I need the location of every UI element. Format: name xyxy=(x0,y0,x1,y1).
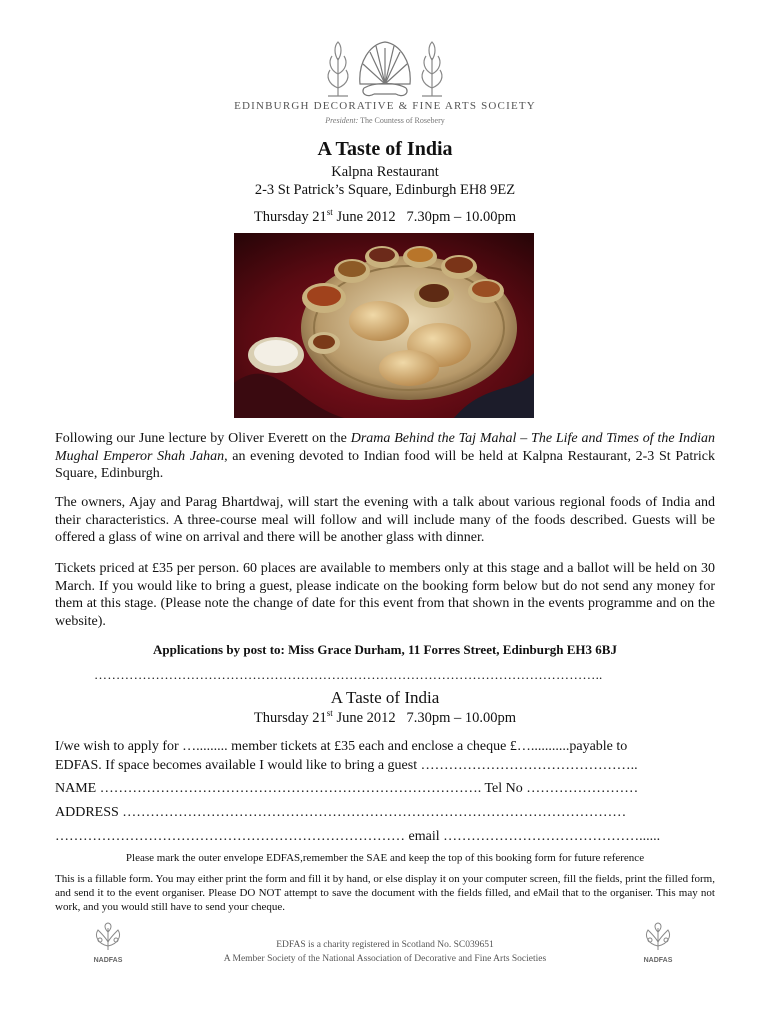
name-tel-field[interactable]: NAME ………………………………………………………………………. Tel No …………………… xyxy=(55,781,639,796)
address-email-field[interactable]: ………………………………………………………………… email ……………………………………...... xyxy=(55,829,661,844)
intro-paragraph xyxy=(55,430,715,483)
nadfas-left-text: NADFAS xyxy=(93,957,123,964)
event-address: 2-3 St Patrick’s Square, Edinburgh EH8 9EZ xyxy=(254,182,516,198)
fillable-form-note: This is a fillable form. You may either print the form and fill it by hand, or else display it on your computer screen, fill the fields, print the filled form, and send it to the event organiser. Please DO NOT attempt to save the document with the fields filled, and eMail that to the organiser. This may not work, and you would still have to send your cheque. xyxy=(55,873,715,913)
president-name: The Countess of Rosebery xyxy=(360,116,445,125)
form-title: A Taste of India xyxy=(330,688,440,707)
member-society-line: A Member Society of the National Association of Decorative and Fine Arts Societies xyxy=(223,954,547,964)
lecture-title: Drama Behind the Taj Mahal – The Life and Times of the Indian Mughal Emperor Shah Jahan xyxy=(55,431,715,464)
apply-line-2[interactable]: EDFAS. If space becomes available I would like to bring a guest ……………………………………….. xyxy=(55,758,638,773)
address-field[interactable]: ADDRESS ……………………………………………………………………………………………… xyxy=(55,805,627,820)
form-date xyxy=(0,708,770,727)
event-venue: Kalpna Restaurant xyxy=(331,164,439,180)
envelope-note: Please mark the outer envelope EDFAS,remember the SAE and keep the top of this booking form for future reference xyxy=(125,852,645,864)
event-date-sup: st xyxy=(326,207,333,217)
intro-text-b: , an evening devoted to Indian food will be held at Kalpna Restaurant, 2-3 St Patrick Square, Edinburgh. xyxy=(55,448,715,481)
form-date-prefix: Thursday 21 xyxy=(253,709,327,726)
intro-text-a: Following our June lecture by Oliver Everett on the xyxy=(55,431,351,446)
thali-food-photo xyxy=(234,233,534,418)
society-name: EDINBURGH DECORATIVE & FINE ARTS SOCIETY xyxy=(234,100,536,112)
cut-separator: …………………………………………………………………………………………………….. xyxy=(94,667,603,682)
applications-address: Applications by post to: Miss Grace Durham, 11 Forres Street, Edinburgh EH3 6BJ xyxy=(153,642,617,657)
event-title: A Taste of India xyxy=(317,138,453,160)
event-date-suffix: June 2012 7.30pm – 10.00pm xyxy=(332,208,517,225)
nadfas-right-text: NADFAS xyxy=(643,957,673,964)
president-line xyxy=(0,116,770,125)
tickets-paragraph: Tickets priced at £35 per person. 60 places are available to members only at this stage and a ballot will be held on 30 March. If you would like to bring a guest, please indicate on the booking form below but do not send any money for them at this stage. (Please note the change of date for this event from that shown in the events programme and on the website). xyxy=(55,561,715,629)
president-label: President: xyxy=(325,116,359,125)
event-date xyxy=(0,207,770,226)
edfas-logo-icon xyxy=(318,38,452,100)
charity-registration: EDFAS is a charity registered in Scotland No. SC039651 xyxy=(276,940,494,950)
apply-line-1[interactable]: I/we wish to apply for …......... member tickets at £35 each and enclose a cheque £…...........payable to xyxy=(55,739,628,754)
form-date-sup: st xyxy=(326,708,333,718)
form-date-suffix: June 2012 7.30pm – 10.00pm xyxy=(332,709,517,726)
event-date-prefix: Thursday 21 xyxy=(253,208,327,225)
owners-paragraph: The owners, Ajay and Parag Bhartdwaj, will start the evening with a talk about various regional foods of India and their characteristics. A three-course meal will follow and will include many of the foods described. Guests will be offered a glass of wine on arrival and there will be another glass with dinner. xyxy=(55,495,715,545)
